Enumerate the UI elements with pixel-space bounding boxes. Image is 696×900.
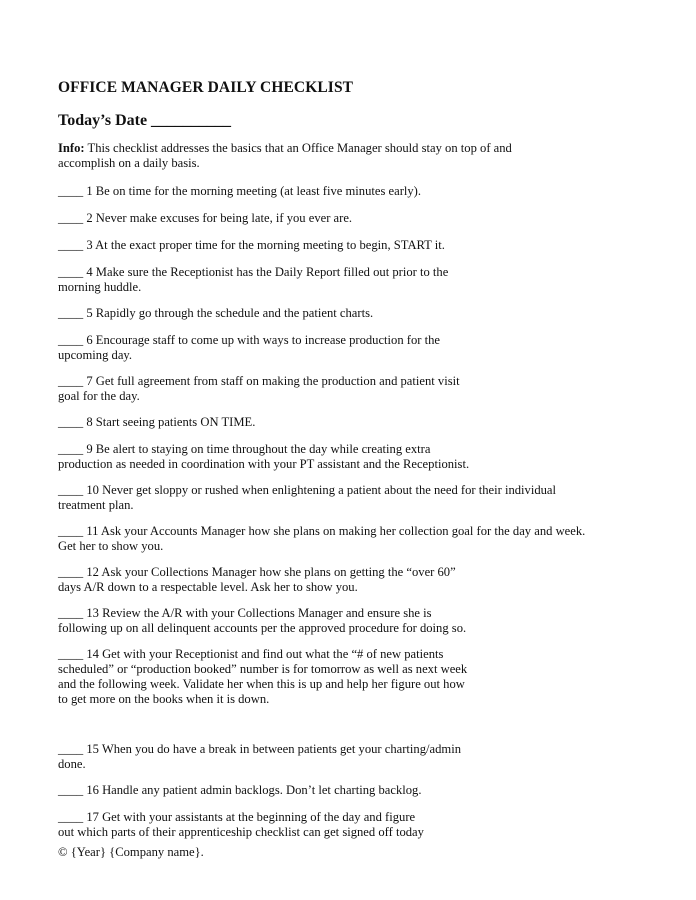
info-text: This checklist addresses the basics that an Office Manager should stay on top of and — [84, 141, 512, 155]
checklist-item-line: morning huddle. — [58, 280, 142, 294]
checklist-item-line: scheduled” or “production booked” number is for tomorrow as well as next week — [58, 662, 468, 676]
checklist-item — [58, 415, 255, 430]
info-label: Info: — [58, 141, 85, 155]
checklist-item — [58, 783, 422, 798]
checklist-item-line: and the following week. Validate her when this is up and help her figure out how — [58, 677, 465, 691]
checklist-item-line: ____ 5 Rapidly go through the schedule and the patient charts. — [58, 306, 374, 320]
checklist-item-line: ____ 4 Make sure the Receptionist has the Daily Report filled out prior to the — [58, 265, 449, 279]
checklist-item-line: Get her to show you. — [58, 539, 164, 553]
checklist-item-line: ____ 17 Get with your assistants at the beginning of the day and figure — [58, 810, 416, 824]
todays-date-field: Today’s Date __________ — [58, 112, 232, 129]
page-title: OFFICE MANAGER DAILY CHECKLIST — [58, 79, 354, 96]
checklist-item-line: treatment plan. — [58, 498, 134, 512]
checklist-item-line: production as needed in coordination with your PT assistant and the Receptionist. — [58, 457, 470, 471]
info-text-line2: accomplish on a daily basis. — [58, 156, 200, 170]
checklist-item-line: following up on all delinquent accounts per the approved procedure for doing so. — [58, 621, 467, 635]
checklist-item — [58, 524, 585, 554]
checklist-item — [58, 238, 445, 253]
checklist-item-line: goal for the day. — [58, 389, 140, 403]
checklist-item-line: to get more on the books when it is down. — [58, 692, 270, 706]
checklist-item — [58, 606, 466, 636]
checklist-item-line: ____ 12 Ask your Collections Manager how she plans on getting the “over 60” — [58, 565, 456, 579]
checklist-item — [58, 647, 467, 707]
checklist-item-line: ____ 6 Encourage staff to come up with ways to increase production for the — [58, 333, 441, 347]
checklist-item-line: ____ 3 At the exact proper time for the morning meeting to begin, START it. — [58, 238, 445, 252]
copyright-footer: © {Year} {Company name}. — [58, 845, 204, 859]
checklist-item-line: done. — [58, 757, 86, 771]
checklist-item-line: ____ 1 Be on time for the morning meeting (at least five minutes early). — [58, 184, 422, 198]
checklist-item-line: ____ 13 Review the A/R with your Collections Manager and ensure she is — [58, 606, 432, 620]
checklist-item-line: ____ 10 Never get sloppy or rushed when enlightening a patient about the need for their individual — [58, 483, 557, 497]
checklist-item-line: ____ 15 When you do have a break in between patients get your charting/admin — [58, 742, 461, 756]
checklist-item — [58, 483, 556, 513]
checklist-item-line: out which parts of their apprenticeship checklist can get signed off today — [58, 825, 424, 839]
checklist-item — [58, 184, 421, 199]
checklist-item — [58, 306, 373, 321]
checklist-item — [58, 810, 424, 840]
checklist-item-line: ____ 8 Start seeing patients ON TIME. — [58, 415, 256, 429]
checklist-item-line: days A/R down to a respectable level. Ask her to show you. — [58, 580, 358, 594]
checklist-item-line: ____ 7 Get full agreement from staff on making the production and patient visit — [58, 374, 460, 388]
checklist-item — [58, 265, 448, 295]
checklist-item-line: ____ 9 Be alert to staying on time throughout the day while creating extra — [58, 442, 431, 456]
checklist-item-line: upcoming day. — [58, 348, 133, 362]
checklist-item — [58, 333, 440, 363]
checklist-item — [58, 742, 461, 772]
info-paragraph — [58, 141, 578, 171]
checklist-item — [58, 565, 456, 595]
checklist-item-line: ____ 16 Handle any patient admin backlogs. Don’t let charting backlog. — [58, 783, 422, 797]
checklist-item-line: ____ 14 Get with your Receptionist and find out what the “# of new patients — [58, 647, 444, 661]
checklist-item — [58, 211, 352, 226]
checklist-item-line: ____ 11 Ask your Accounts Manager how she plans on making her collection goal for the day and week. — [58, 524, 586, 538]
checklist-item — [58, 442, 469, 472]
checklist-item — [58, 374, 460, 404]
checklist-item-line: ____ 2 Never make excuses for being late, if you ever are. — [58, 211, 353, 225]
